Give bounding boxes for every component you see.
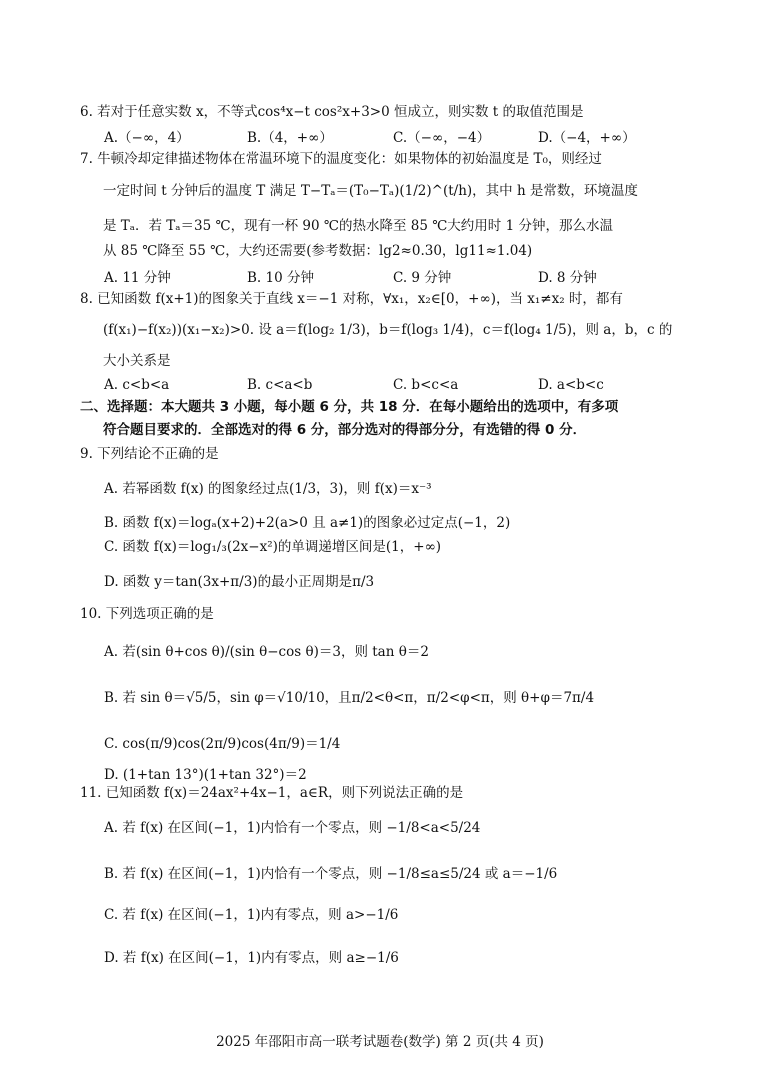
q10-option-d: D. (1+tan 13°)(1+tan 32°)＝2	[104, 767, 307, 783]
page-footer: 2025 年邵阳市高一联考试题卷(数学) 第 2 页(共 4 页)	[216, 1034, 544, 1050]
q7-option-c: C. 9 分钟	[393, 270, 452, 286]
q7-option-b: B. 10 分钟	[247, 270, 314, 286]
section-2-heading-line-2: 符合题目要求的．全部选对的得 6 分，部分选对的得部分分，有选错的得 0 分．	[103, 422, 587, 438]
q7-line-4: 从 85 ℃降至 55 ℃，大约还需要(参考数据：lg2≈0.30，lg11≈1.04)	[103, 243, 533, 259]
q7-option-a: A. 11 分钟	[104, 270, 171, 286]
q6-option-d: D.（−4，+∞）	[538, 130, 636, 146]
q6-option-a: A.（−∞，4）	[104, 130, 190, 146]
q8-option-a: A. c<b<a	[104, 377, 170, 393]
q6-option-b: B.（4，+∞）	[247, 130, 333, 146]
q8-option-d: D. a<b<c	[538, 377, 604, 393]
q8-line-1: 8. 已知函数 f(x+1)的图象关于直线 x＝−1 对称，∀x₁，x₂∈[0，+∞)，当 x₁≠x₂ 时，都有	[80, 291, 623, 307]
q8-option-c: C. b<c<a	[393, 377, 459, 393]
q8-option-b: B. c<a<b	[247, 377, 313, 393]
q11-option-c: C. 若 f(x) 在区间(−1，1)内有零点，则 a>−1/6	[104, 907, 399, 923]
q10-option-c: C. cos(π/9)cos(2π/9)cos(4π/9)＝1/4	[104, 736, 341, 752]
q11-option-b: B. 若 f(x) 在区间(−1，1)内恰有一个零点，则 −1/8≤a≤5/24 或 a＝−1/6	[104, 866, 558, 882]
q9-stem: 9. 下列结论不正确的是	[80, 446, 219, 462]
q9-option-c: C. 函数 f(x)＝log₁/₃(2x−x²)的单调递增区间是(1，+∞)	[104, 539, 442, 555]
q11-option-a: A. 若 f(x) 在区间(−1，1)内恰有一个零点，则 −1/8<a<5/24	[104, 820, 481, 836]
q11-option-d: D. 若 f(x) 在区间(−1，1)内有零点，则 a≥−1/6	[104, 950, 399, 966]
q6-stem: 6. 若对于任意实数 x，不等式cos⁴x−t cos²x+3>0 恒成立，则实数 t 的取值范围是	[80, 104, 584, 120]
section-2-heading-line-1: 二、选择题：本大题共 3 小题，每小题 6 分，共 18 分．在每小题给出的选项中，有多项	[80, 399, 619, 415]
q7-option-d: D. 8 分钟	[538, 270, 597, 286]
q10-option-b: B. 若 sin θ＝√5/5，sin φ＝√10/10，且π/2<θ<π，π/2<φ<π，则 θ+φ＝7π/4	[104, 690, 595, 706]
q7-line-3: 是 Tₐ．若 Tₐ＝35 ℃，现有一杯 90 ℃的热水降至 85 ℃大约用时 1 分钟，那么水温	[103, 218, 613, 234]
q9-option-a: A. 若幂函数 f(x) 的图象经过点(1/3，3)，则 f(x)＝x⁻³	[104, 481, 432, 497]
q7-line-2: 一定时间 t 分钟后的温度 T 满足 T−Tₐ＝(T₀−Tₐ)(1/2)^(t/h)，其中 h 是常数，环境温度	[103, 183, 638, 199]
q10-stem: 10. 下列选项正确的是	[80, 606, 214, 622]
q11-stem: 11. 已知函数 f(x)＝24ax²+4x−1，a∈R，则下列说法正确的是	[80, 785, 464, 801]
q10-option-a: A. 若(sin θ+cos θ)/(sin θ−cos θ)＝3，则 tan θ＝2	[104, 644, 429, 660]
q8-line-2: (f(x₁)−f(x₂))(x₁−x₂)>0. 设 a＝f(log₂ 1/3)，b＝f(log₃ 1/4)，c＝f(log₄ 1/5)，则 a，b，c 的	[103, 322, 673, 338]
q8-line-3: 大小关系是	[103, 353, 171, 369]
q9-option-d: D. 函数 y＝tan(3x+π/3)的最小正周期是π/3	[104, 574, 375, 590]
q6-option-c: C.（−∞，−4）	[393, 130, 491, 146]
q9-option-b: B. 函数 f(x)＝logₐ(x+2)+2(a>0 且 a≠1)的图象必过定点(−1，2)	[104, 515, 511, 531]
q7-line-1: 7. 牛顿冷却定律描述物体在常温环境下的温度变化：如果物体的初始温度是 T₀，则经过	[80, 151, 602, 167]
